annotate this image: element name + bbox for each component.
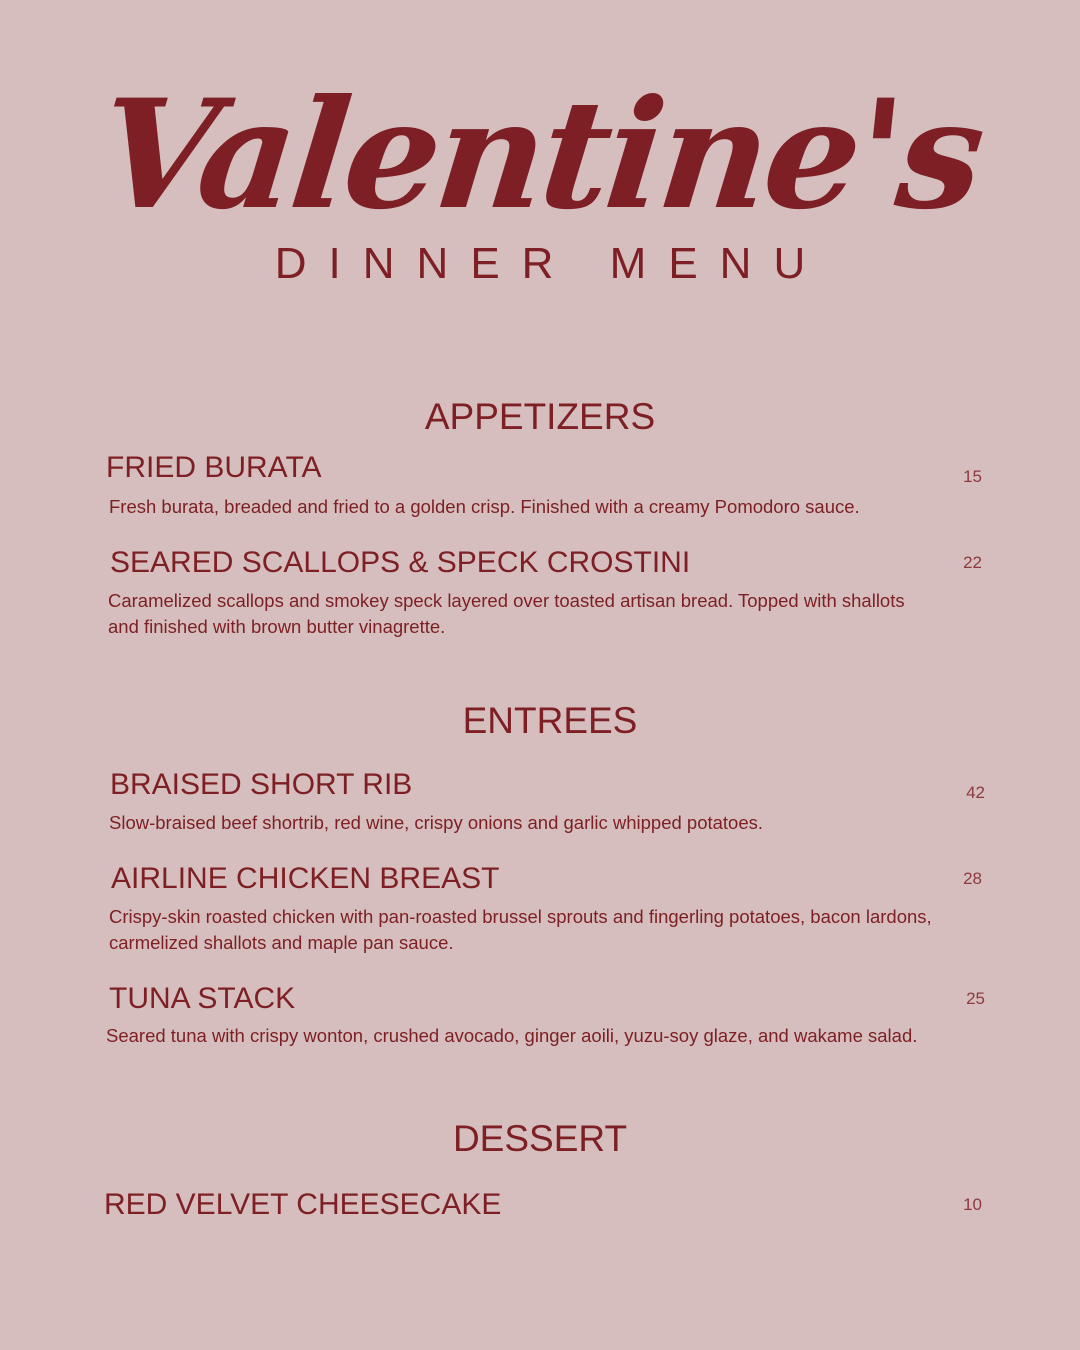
item-desc-fried-burata: Fresh burata, breaded and fried to a golden crisp. Finished with a creamy Pomodoro sauce. [109,496,860,517]
item-desc-tuna-stack: Seared tuna with crispy wonton, crushed avocado, ginger aoili, yuzu-soy glaze, and wakame salad. [106,1025,918,1046]
item-price-tuna-stack: 25 [966,989,985,1008]
menu-title: Valentine's [91,67,989,243]
item-desc-airline-chicken: Crispy-skin roasted chicken with pan-roasted brussel sprouts and fingerling potatoes, bacon lardons, carmelized shallots and maple pan sauce. [109,906,932,953]
item-desc-braised-short-rib: Slow-braised beef shortrib, red wine, crispy onions and garlic whipped potatoes. [109,812,764,833]
item-price-fried-burata: 15 [963,467,982,486]
item-price-airline-chicken: 28 [963,869,982,888]
item-desc-seared-scallops: Caramelized scallops and smokey speck layered over toasted artisan bread. Topped with shallots and finished with brown butter vinagrette. [108,590,905,637]
item-price-seared-scallops: 22 [963,553,982,572]
item-name-tuna-stack: TUNA STACK [109,982,296,1015]
item-name-red-velvet-cheesecake: RED VELVET CHEESECAKE [104,1188,502,1221]
item-price-red-velvet-cheesecake: 10 [963,1195,982,1214]
item-price-braised-short-rib: 42 [966,783,985,802]
menu-subtitle: DINNER MENU [274,239,828,288]
item-name-braised-short-rib: BRAISED SHORT RIB [110,768,413,801]
item-name-airline-chicken: AIRLINE CHICKEN BREAST [111,862,500,895]
section-title-appetizers: APPETIZERS [424,396,656,437]
item-name-fried-burata: FRIED BURATA [106,451,322,484]
section-title-dessert: DESSERT [452,1118,628,1159]
item-name-seared-scallops: SEARED SCALLOPS & SPECK CROSTINI [110,546,691,579]
section-title-entrees: ENTREES [462,700,638,741]
